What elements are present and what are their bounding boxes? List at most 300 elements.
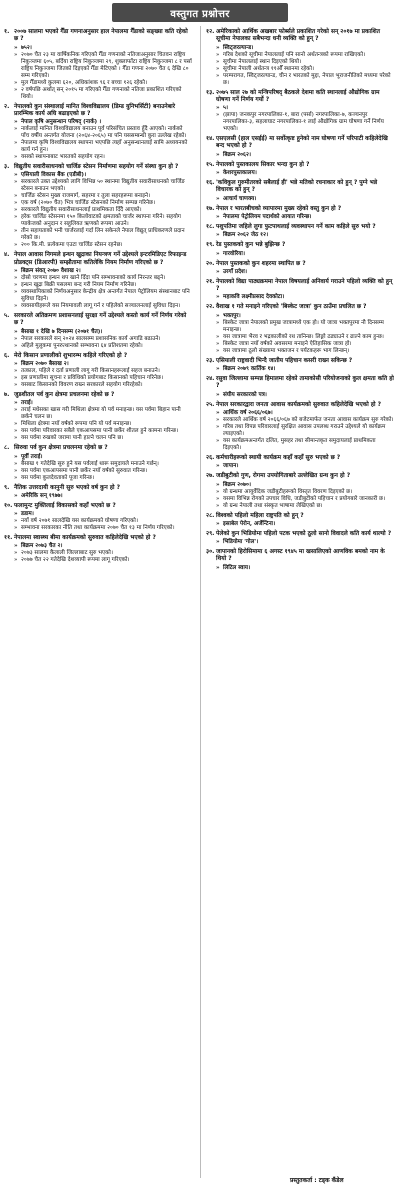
bullet-icon: » xyxy=(14,453,18,460)
answer-text: डडाम। xyxy=(21,511,34,518)
bullet-icon: » xyxy=(14,492,18,499)
bullet-icon: » xyxy=(14,518,18,525)
answer-text: तराई। xyxy=(21,400,33,407)
answer xyxy=(216,152,394,159)
answer-text: नेपाल कृषि अनुसन्धान परिषद् (नार्क) । xyxy=(21,119,102,126)
question-item xyxy=(206,531,394,546)
bullet-icon: » xyxy=(14,126,18,133)
bullet-icon: » xyxy=(14,381,18,388)
bullet-icon: » xyxy=(14,172,18,179)
question xyxy=(206,376,394,391)
bullet-icon: » xyxy=(216,213,220,220)
answer-text: बिक्रम २०७३ चैत २। xyxy=(21,543,63,550)
answer-text: सरकारले उक्त उद्देश्यको लागि विभिन्न ५० स्थानमा विद्युतीय सवारीसाधनको चार्जिङ स्टेसन बनाउन भएको। xyxy=(21,179,185,193)
answer xyxy=(216,392,394,399)
question-item xyxy=(4,485,192,500)
question-text: मेरो किसान प्रणालीको शुभारम्भ कहिले गरिएको हो ? xyxy=(14,352,128,359)
question-item xyxy=(206,376,394,399)
answer-text: यस कार्यक्रमअन्तर्गत दलित, मुसहर तथा सीमान्तकृत समुदायलाई प्राथमिकता दिइएको। xyxy=(223,437,376,451)
answer-text: आचार्य चाणक्य। xyxy=(223,195,257,202)
question-text: नेपालको कुन संस्थालाई मानित विश्वविद्यालय (डिम्ड युनिभर्सिटी) बनाउनेबारे प्रारम्भिक कार्य अघि बढाइएको छ ? xyxy=(14,103,176,117)
answer-text: मिथिला क्षेत्रमा नयाँ वर्षको रूपमा पनि यो पर्व मनाइन्छ। xyxy=(21,421,132,428)
answer-text: बिस्केट जात्रा नयाँ वर्षको अवसरमा मनाइने ऐतिहासिक जात्रा हो। xyxy=(223,340,352,347)
answer xyxy=(216,313,394,320)
answer-text: सूचीमा नेपाली अर्थतन्त्र ११औँ स्थानमा रहेको। xyxy=(223,65,315,72)
question-number: ५. xyxy=(4,313,10,320)
question-text: कर्मचारीहरूको स्थायी कार्यक्रम कहाँ कहाँ सुरु भएको छ ? xyxy=(216,454,341,461)
question xyxy=(206,206,394,213)
answer-note xyxy=(14,303,192,310)
question-item xyxy=(4,392,192,442)
question-item xyxy=(206,513,394,528)
bullet-icon: » xyxy=(14,268,18,275)
bullet-icon: » xyxy=(14,51,18,58)
bullet-icon: » xyxy=(216,105,220,112)
column-divider xyxy=(200,26,201,1178)
question-number: २५. xyxy=(206,401,215,408)
question-number: १७. xyxy=(206,205,215,212)
question-number: ९. xyxy=(4,484,10,491)
answer-text: (झापा) जनकपुर नगरपालिका-१, बारा (पर्सा) नगरपालिका-७, कञ्चनपुर नगरपालिका-३, सहलाघाट नगरपालिका-१ लाई औद्योगिक ग्राम घोषणा गर्ने निर्णय भएको। xyxy=(223,112,384,133)
bullet-icon: » xyxy=(14,435,18,442)
question-text: नेपाल पुस्तकको कुन शहरमा स्थापित छ ? xyxy=(216,260,306,267)
answer-text: यसबाट किसानको विवरण राख्न सरकारले सहयोग गरिरहेको। xyxy=(21,381,143,388)
answer xyxy=(216,196,394,203)
bullet-icon: » xyxy=(216,333,220,340)
answer-note xyxy=(14,140,192,154)
question-item xyxy=(4,313,192,350)
question-text: जापानको हिरोसिमामा ६ अगस्ट १९४५ मा खसालिएको आणविक बमको नाम के थियो ? xyxy=(216,549,385,563)
bullet-icon: » xyxy=(14,228,18,235)
bullet-icon: » xyxy=(14,86,18,93)
question-text: जुडशीतल पर्व कुन क्षेत्रमा प्रचलनमा रहेको छ ? xyxy=(14,391,115,398)
answer-text: यस जात्रामा भैरव र भद्रकालीको रथ तानिन्छ। लिङ्गो ठड्याउने र ढाल्ने काम हुन्छ। xyxy=(223,333,384,340)
answer-text: बिक्रम २०७० बैसाख २। xyxy=(21,360,69,367)
answer-note xyxy=(14,407,192,421)
bullet-icon: » xyxy=(14,428,18,435)
question-text: एसएलसी (हाल एसईई) मा सर्वोत्कृष्ट हुनेको नाम घोषणा गर्ने परिपाटी कहिलेदेखि बन्द भएको हो ? xyxy=(216,136,388,150)
bullet-icon: » xyxy=(14,400,18,407)
answer-text: यसमा विभिन्न रोगको उपचार विधि, जडीबुटीको पहिचान र प्रयोगबारे जानकारी छ। xyxy=(223,495,386,502)
answer xyxy=(14,493,192,500)
answer-text: तीन सहायताको भनी चार्जरलाई गर्दा लिन सकेनले नेपाल विद्युत् प्राधिकरणले प्रदान गरेको छ। xyxy=(21,228,185,242)
question-number: ११. xyxy=(4,535,13,542)
question-item xyxy=(206,90,394,134)
answer-text: यो ग्रन्थमा आयुर्वेदिक जडीबुटीहरूको विस्तृत विवरण दिइएको छ। xyxy=(223,488,353,495)
answer-text: व्यवस्थापिकाको निर्णयअनुसार केन्द्रीय क्षेत्र अन्तर्गत नेपाल पेट्रोलियम संस्थानबाट पनि सुविधा दिइने। xyxy=(21,289,190,303)
answer xyxy=(216,539,394,546)
answer-note xyxy=(14,375,192,382)
answer-note xyxy=(14,435,192,442)
bullet-icon: » xyxy=(216,340,220,347)
question-item xyxy=(4,353,192,389)
answer-text: सरकारले विद्युतीय सवारीसाधनलाई प्राथमिकता दिँदै आएको। xyxy=(21,207,142,214)
answer-text: गारवोरिया। xyxy=(223,250,245,257)
answer xyxy=(216,366,394,373)
bullet-icon: » xyxy=(14,511,18,518)
answer-note xyxy=(216,438,394,452)
question-number: २३. xyxy=(206,357,215,364)
bullet-icon: » xyxy=(216,151,220,158)
answer-notes xyxy=(216,521,394,528)
question-number: ३०. xyxy=(206,549,215,556)
answer-text: केशरपुस्तकालय। xyxy=(223,170,257,177)
question xyxy=(206,455,394,462)
answer-notes xyxy=(216,105,394,133)
question-number: २४. xyxy=(206,376,215,383)
answer-text: पूर्वी तराई। xyxy=(21,453,43,460)
bullet-icon: » xyxy=(216,416,220,423)
answer xyxy=(216,251,394,258)
bullet-icon: » xyxy=(216,502,220,509)
answer-note xyxy=(14,126,192,140)
bullet-icon: » xyxy=(14,200,18,207)
bullet-icon: » xyxy=(216,51,220,58)
answer-notes xyxy=(216,313,394,355)
question-item xyxy=(206,304,394,354)
answer-text: बैसाख १ देखि ७ दिनसम्म (२०७१ चैत)। xyxy=(21,328,103,335)
answer-text: २०७३ सालमा कैलाली जिल्लाबाट सुरु भएको। xyxy=(21,550,113,557)
answer-note xyxy=(14,368,192,375)
answer-text: बिक्रम २०७९ कार्तिक १४। xyxy=(223,366,276,373)
answer xyxy=(14,45,192,52)
bullet-icon: » xyxy=(216,564,220,571)
answer-text: नेपालमा कृषि विश्वविद्यालय स्थापना भएपछि त्यहाँ अनुसन्धानलाई सामि अध्ययनको कार्य गर्न हुन। xyxy=(21,140,188,154)
answer-text: सूचीमा नेपाललाई स्थान दिइएको थियो। xyxy=(223,58,302,65)
question xyxy=(206,29,394,44)
question-item xyxy=(4,503,192,532)
answer-text: सम्भावना सरकारका नीति तथा कार्यक्रममा २०७० चैत १३ मा निर्णय गरिएको। xyxy=(21,525,175,532)
bullet-icon: » xyxy=(14,207,18,214)
answer-note xyxy=(216,66,394,73)
answer xyxy=(216,170,394,177)
bullet-icon: » xyxy=(216,195,220,202)
question xyxy=(4,485,192,492)
question xyxy=(206,180,394,195)
answer-note xyxy=(14,525,192,532)
answer-text: २०० कि.मी. प्रत्येकमा एउटा चार्जिङ स्टेसन रहनेछ। xyxy=(21,242,123,249)
bullet-icon: » xyxy=(14,335,18,342)
answer-notes xyxy=(216,170,394,177)
answer-text: जापान। xyxy=(223,463,239,470)
answer xyxy=(216,214,394,221)
bullet-icon: » xyxy=(14,44,18,51)
answer-text: मुल गैँडामध्ये कुलमा ६२०, अधिकांशक ९६ र बच्चा १२६ रहेको। xyxy=(21,79,148,86)
question xyxy=(206,549,394,564)
answer-notes xyxy=(216,196,394,203)
answer-notes xyxy=(216,269,394,276)
answer-note xyxy=(216,59,394,66)
answer-text: नयाँ वर्ष २०७१ सालदेखि यस कार्यक्रमको घोषणा गरिएको। xyxy=(21,518,138,525)
question-text: 'कविकुल गुरुमीतरको सबैलाई ही' भन्ने मतिको रचनाकार को हुन् ? पुग्ने भन्ने विचारक को हुन् ? xyxy=(216,180,378,194)
question-number: १२. xyxy=(206,29,215,35)
bullet-icon: » xyxy=(216,463,220,470)
question-text: नेपाल सरकारद्वारा जनता आवास कार्यक्रमको सुरुवात कहिलेदेखि भएको हो ? xyxy=(216,401,382,408)
answer-text: व्यवसायीहरूले यस नियमावली लागू गर्न र पहिलेको सञ्चालनलाई सुविधा दिइन। xyxy=(21,303,181,310)
answer-text: तत्काल, पहिले र दर्ता प्रणाली लागू गरी किसानहरूलाई सहज बनाउने। xyxy=(21,367,160,374)
answer-note xyxy=(14,52,192,80)
question-text: २००७ सालमा भएको गैँडा गणनाअनुसार हाल नेपालमा गैँडाको सङ्ख्या कति रहेको छ ? xyxy=(14,29,188,43)
question xyxy=(4,392,192,399)
question-item xyxy=(206,224,394,239)
question-item xyxy=(206,136,394,159)
answer-text: हरेक चार्जिङ स्टेसनमा १५० किलोवाटको क्षमताको चार्जर स्थापना गरिने। सहयोग प्याकेजको अनुदान र सहुलियत ऋणको रूपमा आउने। xyxy=(21,214,181,228)
bullet-icon: » xyxy=(14,550,18,557)
question xyxy=(4,29,192,44)
bullet-icon: » xyxy=(14,303,18,310)
answer-text: परम्परागत, स्विट्जरल्यान्ड, चीन र भारतको मुद्दा, नेपाल भूराजनीतिको मध्यमा परेको छ। xyxy=(223,72,391,86)
answer-notes xyxy=(216,251,394,258)
answer-text: भिडियोमा 'गोल'। xyxy=(223,539,259,546)
question xyxy=(4,164,192,171)
question-number: २०. xyxy=(206,260,215,267)
answer-text: २ वर्षपछि अर्थात् सन् २०१५ मा गरिएको गैँडा गणनाको नतिजा प्रकाशित गरिएको थियो। xyxy=(21,86,182,100)
question-text: पेलेको कुन भिडियोमा पहिलो पटक भएको ठूलो सानो विवादले कति कार्य थाल्यो ? xyxy=(216,530,392,537)
bullet-icon: » xyxy=(14,474,18,481)
answer-text: भक्तपुर। xyxy=(223,312,241,319)
bullet-icon: » xyxy=(216,112,220,119)
question-number: ६. xyxy=(4,352,10,359)
question-number: १३. xyxy=(206,89,215,96)
answer-text: गरिब तथा विपन्न परिवारलाई सुरक्षित आवास उपलब्ध गराउने उद्देश्यले यो कार्यक्रम ल्याइएको। xyxy=(223,423,386,437)
question-number: ४. xyxy=(4,252,10,259)
bullet-icon: » xyxy=(216,294,220,301)
answer xyxy=(216,482,394,489)
answer-notes xyxy=(14,361,192,389)
answer-note xyxy=(216,341,394,348)
answer-text: नेपालमा पेट्रोलियम पदार्थको आयात गरिन्छ। xyxy=(223,213,312,220)
answer xyxy=(216,232,394,239)
question-item xyxy=(4,164,192,249)
question-item xyxy=(4,535,192,564)
question-number: १९. xyxy=(206,242,215,249)
question-item xyxy=(4,104,192,162)
answer-note xyxy=(216,348,394,355)
bullet-icon: » xyxy=(216,437,220,444)
question-text: नेपालको पुस्तकालय सिकार भन्दा कुन हो ? xyxy=(216,161,310,168)
question xyxy=(206,531,394,538)
answer xyxy=(14,361,192,368)
bullet-icon: » xyxy=(14,289,18,296)
bullet-icon: » xyxy=(216,250,220,257)
question xyxy=(206,513,394,520)
bullet-icon: » xyxy=(216,520,220,527)
answer-note xyxy=(14,382,192,389)
answer-note xyxy=(14,242,192,249)
answer-note xyxy=(14,80,192,87)
question-text: २०७५ साल २७ को मन्त्रिपरिषद् बैठकले देशमा कति स्थानलाई औद्योगिक ग्राम घोषणा गर्ने निर्णय गर्यो ? xyxy=(216,89,380,103)
question-text: नेपालमा स्वास्थ्य बीमा कार्यक्रमको सुरुवात कहिलेदेखि भएको हो ? xyxy=(14,535,156,542)
answer-text: बिक्रम २०६२ जेठ १२। xyxy=(223,232,269,239)
answer-notes xyxy=(216,482,394,510)
answer-note xyxy=(216,52,394,59)
question-item xyxy=(206,402,394,452)
answer-text: यो ग्रन्थ नेपाली तथा संस्कृत भाषामा लेखिएको छ। xyxy=(223,502,323,509)
answer-text: स्विट्जरल्यान्ड। xyxy=(223,44,254,51)
answer-text: २०७७ चैत २२ गतेदेखि देशव्यापी रूपमा लागू गरिएको। xyxy=(21,557,130,564)
answer-text: दोस्रो चरणमा इन्धन थप खाने दिँदा पनि सम्भावनाको कार्य निरन्तर बढ्ने। xyxy=(21,275,166,282)
answer-notes xyxy=(216,366,394,373)
bullet-icon: » xyxy=(216,65,220,72)
question-number: ७. xyxy=(4,391,10,398)
answer-text: ५। xyxy=(223,105,229,112)
answer-notes xyxy=(216,294,394,301)
answer-text: नेपाल सरकारले सन् २०२४ सालसम्म प्रशासनिक कार्य अगाडि बढाउने। xyxy=(21,335,161,342)
answer-text: यसको स्थापनाबाट भारतको सहयोग रहन। xyxy=(21,154,105,161)
answer-notes xyxy=(216,214,394,221)
answer-text: अमेरिकि सन् १९७७। xyxy=(21,492,63,499)
answer-note xyxy=(14,228,192,242)
bullet-icon: » xyxy=(216,170,220,177)
answer-text: बिस्केट जात्रा नेपालको प्रमुख जात्रामध्ये एक हो। यो जात्रा भक्तपुरमा नौ दिनसम्म मनाइन्छ। xyxy=(223,319,384,333)
bullet-icon: » xyxy=(14,328,18,335)
section-title: वस्तुगत प्रश्नोत्तर xyxy=(170,8,230,20)
answer xyxy=(216,410,394,417)
answer-text: यस जात्रामा ठूलो संख्यामा भक्तजन र पर्यटकहरू भाग लिन्छन्। xyxy=(223,347,350,354)
question-text: जडीबुटीको गुण, रोगमा उपयोगिताबारे उल्लेखित ग्रन्थ कुन हो ? xyxy=(216,473,351,480)
answer xyxy=(216,463,394,470)
answer-note xyxy=(14,179,192,193)
question-item xyxy=(206,180,394,203)
answer-note xyxy=(14,343,192,350)
author-credit: प्रस्तुतकर्ता : टड्क कँडेल xyxy=(290,1177,344,1184)
bullet-icon: » xyxy=(14,360,18,367)
question-item xyxy=(206,242,394,257)
answer xyxy=(14,454,192,461)
answer-note xyxy=(14,87,192,101)
bullet-icon: » xyxy=(216,319,220,326)
bullet-icon: » xyxy=(14,407,18,414)
answer-text: तराई मधेसका खास गरी मिथिला क्षेत्रमा यो पर्व मनाइन्छ। यस पर्वमा बिहान पानी छर्कने चलन छ। xyxy=(21,407,181,421)
bullet-icon: » xyxy=(14,460,18,467)
question-number: २१. xyxy=(206,278,215,285)
answer-notes xyxy=(216,392,394,399)
answer-text: बिक्रम २०६२। xyxy=(223,151,251,158)
question-number: २. xyxy=(4,103,10,110)
answer-text: आर्थिक वर्ष २०६६/०६७। xyxy=(223,409,273,416)
section-header xyxy=(112,3,288,22)
answer-notes xyxy=(14,329,192,350)
answer-text: नार्कलाई मानित विश्वविद्यालय बनाउन पूर्व परिसंचित प्रस्ताव हुँदै आएको। नार्कको पाँच वर्षीय अन्तर्गत योजना (२०६४-२०६५) मा पनि यससम्बन्धी कुरा उल्लेख रहेको। xyxy=(21,126,187,140)
bullet-icon: » xyxy=(14,557,18,564)
question-number: १०. xyxy=(4,502,13,509)
answer-notes xyxy=(216,152,394,159)
question-item xyxy=(206,261,394,276)
answer-text: इसाबेल पेरोन, अर्जेन्टिना। xyxy=(223,520,276,527)
question-number: २७. xyxy=(206,473,215,480)
question-text: फलामुन्ट मुक्तिलाई विकासको कहाँ भएको छ ? xyxy=(14,502,116,509)
bullet-icon: » xyxy=(14,140,18,147)
bullet-icon: » xyxy=(14,119,18,126)
answer-note xyxy=(14,214,192,228)
question-number: २२. xyxy=(206,304,215,311)
answer-notes xyxy=(216,539,394,546)
question xyxy=(4,252,192,267)
question-text: सरकारले अतिक्रमण प्रशासनलाई सुरक्षा गर्ने उद्देश्यले कस्तो कार्य गर्ने निर्णय गरेको छ ? xyxy=(14,313,187,327)
answer-note xyxy=(216,503,394,510)
bullet-icon: » xyxy=(14,342,18,349)
question xyxy=(4,503,192,510)
answer-notes xyxy=(14,400,192,442)
answer-note xyxy=(216,73,394,87)
bullet-icon: » xyxy=(216,488,220,495)
answer-text: संघीय सरकारको पत्र। xyxy=(223,391,267,398)
answer-notes xyxy=(216,565,394,572)
question-item xyxy=(4,29,192,101)
question-text: नैतिक उत्तरदायी कानुनी सुरु भएको वर्ष कुन हो ? xyxy=(14,484,120,491)
question-text: नेपाल आवास निगमले इन्धन खुद्राका नियन्त्रण गर्ने उद्देश्यले इन्टरमिडिएट रिफाइन्ड प्रोडक्ट्स (डिआरपी) सम्झौतामा कतिलेकि नियम निर्माण गरिएको छ ? xyxy=(14,252,187,266)
bullet-icon: » xyxy=(14,214,18,221)
question-item xyxy=(206,358,394,373)
question-item xyxy=(206,162,394,177)
bullet-icon: » xyxy=(14,179,18,186)
answer-note xyxy=(216,417,394,424)
answer-text: महाकवि लक्ष्मीप्रसाद देवकोटा। xyxy=(223,294,285,301)
question-text: विश्वको पहिलो महिला राष्ट्रपति को हुन् ? xyxy=(216,512,304,519)
question-number: २९. xyxy=(206,530,215,537)
question-text: रेड पुस्तकको कुन भन्ने बुझिन्छ ? xyxy=(216,242,286,249)
bullet-icon: » xyxy=(216,391,220,398)
answer-note xyxy=(216,112,394,133)
bullet-icon: » xyxy=(14,79,18,86)
answer-notes xyxy=(14,268,192,310)
bullet-icon: » xyxy=(216,481,220,488)
bullet-icon: » xyxy=(14,543,18,550)
answer-text: लिटिल ब्वाय। xyxy=(223,564,251,571)
question xyxy=(206,162,394,169)
answer xyxy=(216,565,394,572)
answer-text: यस पर्वमा परिवारका सबैले एकआपसमा पानी छर्केर शीतल हुने कामना गरिन्छ। xyxy=(21,428,179,435)
answer-notes xyxy=(14,493,192,500)
question-text: एसियाली राष्ट्रवादी भिन्दै जातीय पहिचान कसरी राख्न सकिन्छ ? xyxy=(216,357,353,364)
right-column xyxy=(206,26,394,1176)
bullet-icon: » xyxy=(14,421,18,428)
question xyxy=(206,136,394,151)
question-number: २८. xyxy=(206,512,215,519)
question xyxy=(4,445,192,452)
question-text: वैशाख १ गते मनाइने गरिएको 'बिस्केट जात्रा' कुन ठाउँमा प्रचलित छ ? xyxy=(216,304,367,311)
bullet-icon: » xyxy=(216,423,220,430)
answer-notes xyxy=(14,172,192,249)
answer-note xyxy=(216,496,394,503)
answer-note xyxy=(14,461,192,468)
answer-note xyxy=(216,334,394,341)
answer-text: उरगाँ प्रदेश। xyxy=(223,268,247,275)
answer-text: एसियाली विकास बैंक (एडीबी)। xyxy=(21,172,87,179)
answer-text: बैसाख १ गतेदेखि सुरु हुने यस पर्वलाई थारू समुदायले मनाउने गर्छन्। xyxy=(21,460,159,467)
answer-notes xyxy=(14,511,192,532)
answer-note xyxy=(14,557,192,564)
question-text: अमेरिकाको आर्थिक अखबार फोर्ब्सले प्रकाशित गरेको सन् २०१७ मा प्रकाशित सूचीमा नेपालका सबैभन्दा धनी व्यक्ति को हुन् ? xyxy=(216,29,380,43)
bullet-icon: » xyxy=(216,347,220,354)
answer-notes xyxy=(216,45,394,87)
question-text: सिरुवा पर्व कुन क्षेत्रमा प्रचलनमा रहेको छ ? xyxy=(14,445,108,452)
question xyxy=(206,358,394,365)
question-item xyxy=(4,445,192,481)
bullet-icon: » xyxy=(14,525,18,532)
answer-text: यस पर्वमा रुखको जरामा पानी हाल्ने चलन पनि छ। xyxy=(21,435,124,442)
bullet-icon: » xyxy=(216,232,220,239)
question-text: रसुवा जिल्लामा सम्पन्न हिमालमा रहेको तामाकोसी परियोजनाको कुल क्षमता कति हो ? xyxy=(216,376,394,390)
question-number: ८. xyxy=(4,445,10,452)
question xyxy=(206,242,394,249)
answer-text: एक वर्ष (२०७० चैत) भित्र चार्जिङ स्टेसनको निर्माण सम्पन्न गरिनेछ। xyxy=(21,200,156,207)
question xyxy=(206,261,394,268)
question-number: १६. xyxy=(206,180,215,187)
answer-note xyxy=(14,475,192,482)
answer-note xyxy=(216,489,394,496)
bullet-icon: » xyxy=(216,44,220,51)
